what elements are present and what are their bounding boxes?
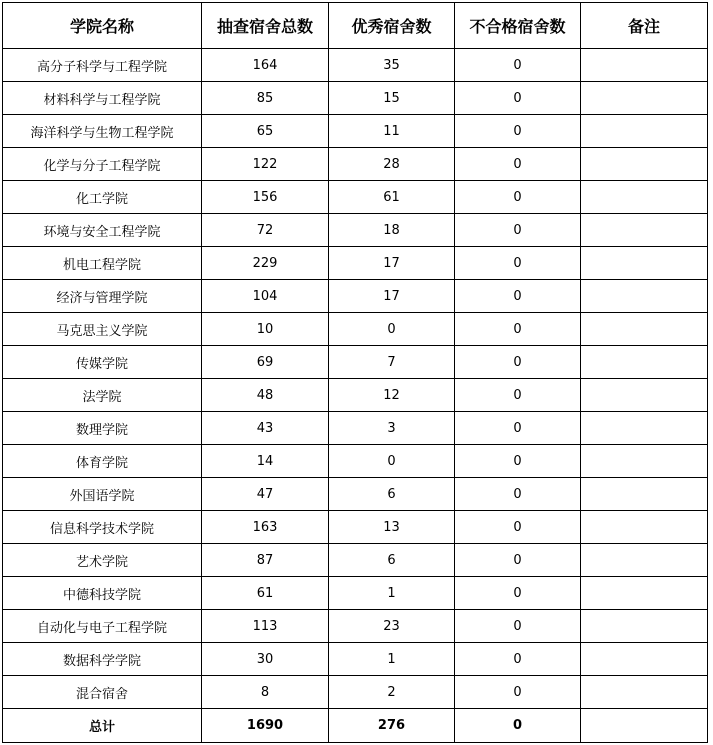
- unqualified-count-cell: 0: [455, 280, 581, 313]
- total-inspected: 1690: [202, 709, 329, 743]
- inspected-total-cell: 43: [202, 412, 329, 445]
- remarks-cell: [581, 379, 708, 412]
- college-name-cell: 材料科学与工程学院: [3, 82, 202, 115]
- excellent-count-cell: 23: [329, 610, 455, 643]
- total-remarks: [581, 709, 708, 743]
- unqualified-count-cell: 0: [455, 313, 581, 346]
- unqualified-count-cell: 0: [455, 511, 581, 544]
- remarks-cell: [581, 313, 708, 346]
- total-label: 总计: [3, 709, 202, 743]
- excellent-count-cell: 0: [329, 445, 455, 478]
- inspected-total-cell: 87: [202, 544, 329, 577]
- table-row: [3, 49, 708, 82]
- unqualified-count-cell: 0: [455, 82, 581, 115]
- table-body: [3, 49, 708, 709]
- college-name-cell: 化工学院: [3, 181, 202, 214]
- college-name-cell: 数理学院: [3, 412, 202, 445]
- table-row: [3, 181, 708, 214]
- college-name-cell: 机电工程学院: [3, 247, 202, 280]
- excellent-count-cell: 3: [329, 412, 455, 445]
- college-name-cell: 传媒学院: [3, 346, 202, 379]
- unqualified-count-cell: 0: [455, 412, 581, 445]
- unqualified-count-cell: 0: [455, 676, 581, 709]
- table-row: [3, 247, 708, 280]
- remarks-cell: [581, 346, 708, 379]
- college-name-cell: 信息科学技术学院: [3, 511, 202, 544]
- table-row: [3, 445, 708, 478]
- inspected-total-cell: 10: [202, 313, 329, 346]
- unqualified-count-cell: 0: [455, 181, 581, 214]
- excellent-count-cell: 11: [329, 115, 455, 148]
- excellent-count-cell: 12: [329, 379, 455, 412]
- excellent-count-cell: 28: [329, 148, 455, 181]
- remarks-cell: [581, 412, 708, 445]
- college-name-cell: 体育学院: [3, 445, 202, 478]
- college-name-cell: 环境与安全工程学院: [3, 214, 202, 247]
- total-excellent: 276: [329, 709, 455, 743]
- unqualified-count-cell: 0: [455, 247, 581, 280]
- header-inspected-total: 抽查宿舍总数: [202, 3, 329, 49]
- table-row: [3, 379, 708, 412]
- table-row: [3, 412, 708, 445]
- inspected-total-cell: 164: [202, 49, 329, 82]
- inspected-total-cell: 163: [202, 511, 329, 544]
- college-name-cell: 艺术学院: [3, 544, 202, 577]
- unqualified-count-cell: 0: [455, 148, 581, 181]
- remarks-cell: [581, 247, 708, 280]
- table-row: [3, 478, 708, 511]
- excellent-count-cell: 7: [329, 346, 455, 379]
- remarks-cell: [581, 544, 708, 577]
- unqualified-count-cell: 0: [455, 214, 581, 247]
- excellent-count-cell: 18: [329, 214, 455, 247]
- remarks-cell: [581, 148, 708, 181]
- college-name-cell: 自动化与电子工程学院: [3, 610, 202, 643]
- remarks-cell: [581, 643, 708, 676]
- remarks-cell: [581, 49, 708, 82]
- inspected-total-cell: 229: [202, 247, 329, 280]
- unqualified-count-cell: 0: [455, 544, 581, 577]
- table-row: [3, 148, 708, 181]
- unqualified-count-cell: 0: [455, 478, 581, 511]
- excellent-count-cell: 0: [329, 313, 455, 346]
- remarks-cell: [581, 82, 708, 115]
- unqualified-count-cell: 0: [455, 379, 581, 412]
- inspected-total-cell: 14: [202, 445, 329, 478]
- inspected-total-cell: 65: [202, 115, 329, 148]
- college-name-cell: 经济与管理学院: [3, 280, 202, 313]
- table-row: [3, 346, 708, 379]
- remarks-cell: [581, 676, 708, 709]
- total-row: [3, 709, 708, 743]
- table-row: [3, 115, 708, 148]
- header-row: [3, 3, 708, 49]
- excellent-count-cell: 6: [329, 544, 455, 577]
- table-row: [3, 511, 708, 544]
- unqualified-count-cell: 0: [455, 577, 581, 610]
- college-name-cell: 法学院: [3, 379, 202, 412]
- inspected-total-cell: 72: [202, 214, 329, 247]
- header-college-name: 学院名称: [3, 3, 202, 49]
- excellent-count-cell: 35: [329, 49, 455, 82]
- inspected-total-cell: 85: [202, 82, 329, 115]
- remarks-cell: [581, 577, 708, 610]
- remarks-cell: [581, 478, 708, 511]
- inspected-total-cell: 47: [202, 478, 329, 511]
- excellent-count-cell: 1: [329, 577, 455, 610]
- table-row: [3, 610, 708, 643]
- excellent-count-cell: 2: [329, 676, 455, 709]
- inspected-total-cell: 113: [202, 610, 329, 643]
- unqualified-count-cell: 0: [455, 115, 581, 148]
- inspected-total-cell: 48: [202, 379, 329, 412]
- inspected-total-cell: 104: [202, 280, 329, 313]
- unqualified-count-cell: 0: [455, 445, 581, 478]
- excellent-count-cell: 1: [329, 643, 455, 676]
- unqualified-count-cell: 0: [455, 49, 581, 82]
- header-remarks: 备注: [581, 3, 708, 49]
- remarks-cell: [581, 445, 708, 478]
- inspected-total-cell: 122: [202, 148, 329, 181]
- excellent-count-cell: 15: [329, 82, 455, 115]
- inspected-total-cell: 61: [202, 577, 329, 610]
- remarks-cell: [581, 181, 708, 214]
- table-row: [3, 313, 708, 346]
- dormitory-inspection-table: [2, 2, 708, 743]
- college-name-cell: 混合宿舍: [3, 676, 202, 709]
- excellent-count-cell: 6: [329, 478, 455, 511]
- excellent-count-cell: 13: [329, 511, 455, 544]
- inspected-total-cell: 156: [202, 181, 329, 214]
- table-row: [3, 82, 708, 115]
- remarks-cell: [581, 214, 708, 247]
- college-name-cell: 海洋科学与生物工程学院: [3, 115, 202, 148]
- inspected-total-cell: 8: [202, 676, 329, 709]
- total-unqualified: 0: [455, 709, 581, 743]
- college-name-cell: 数据科学学院: [3, 643, 202, 676]
- college-name-cell: 高分子科学与工程学院: [3, 49, 202, 82]
- table-row: [3, 280, 708, 313]
- table-row: [3, 544, 708, 577]
- table-row: [3, 676, 708, 709]
- remarks-cell: [581, 610, 708, 643]
- header-unqualified-count: 不合格宿舍数: [455, 3, 581, 49]
- inspected-total-cell: 69: [202, 346, 329, 379]
- unqualified-count-cell: 0: [455, 346, 581, 379]
- table-row: [3, 577, 708, 610]
- excellent-count-cell: 17: [329, 247, 455, 280]
- college-name-cell: 外国语学院: [3, 478, 202, 511]
- inspected-total-cell: 30: [202, 643, 329, 676]
- remarks-cell: [581, 280, 708, 313]
- college-name-cell: 化学与分子工程学院: [3, 148, 202, 181]
- remarks-cell: [581, 511, 708, 544]
- excellent-count-cell: 17: [329, 280, 455, 313]
- table-row: [3, 214, 708, 247]
- remarks-cell: [581, 115, 708, 148]
- unqualified-count-cell: 0: [455, 610, 581, 643]
- college-name-cell: 中德科技学院: [3, 577, 202, 610]
- unqualified-count-cell: 0: [455, 643, 581, 676]
- college-name-cell: 马克思主义学院: [3, 313, 202, 346]
- header-excellent-count: 优秀宿舍数: [329, 3, 455, 49]
- excellent-count-cell: 61: [329, 181, 455, 214]
- table-row: [3, 643, 708, 676]
